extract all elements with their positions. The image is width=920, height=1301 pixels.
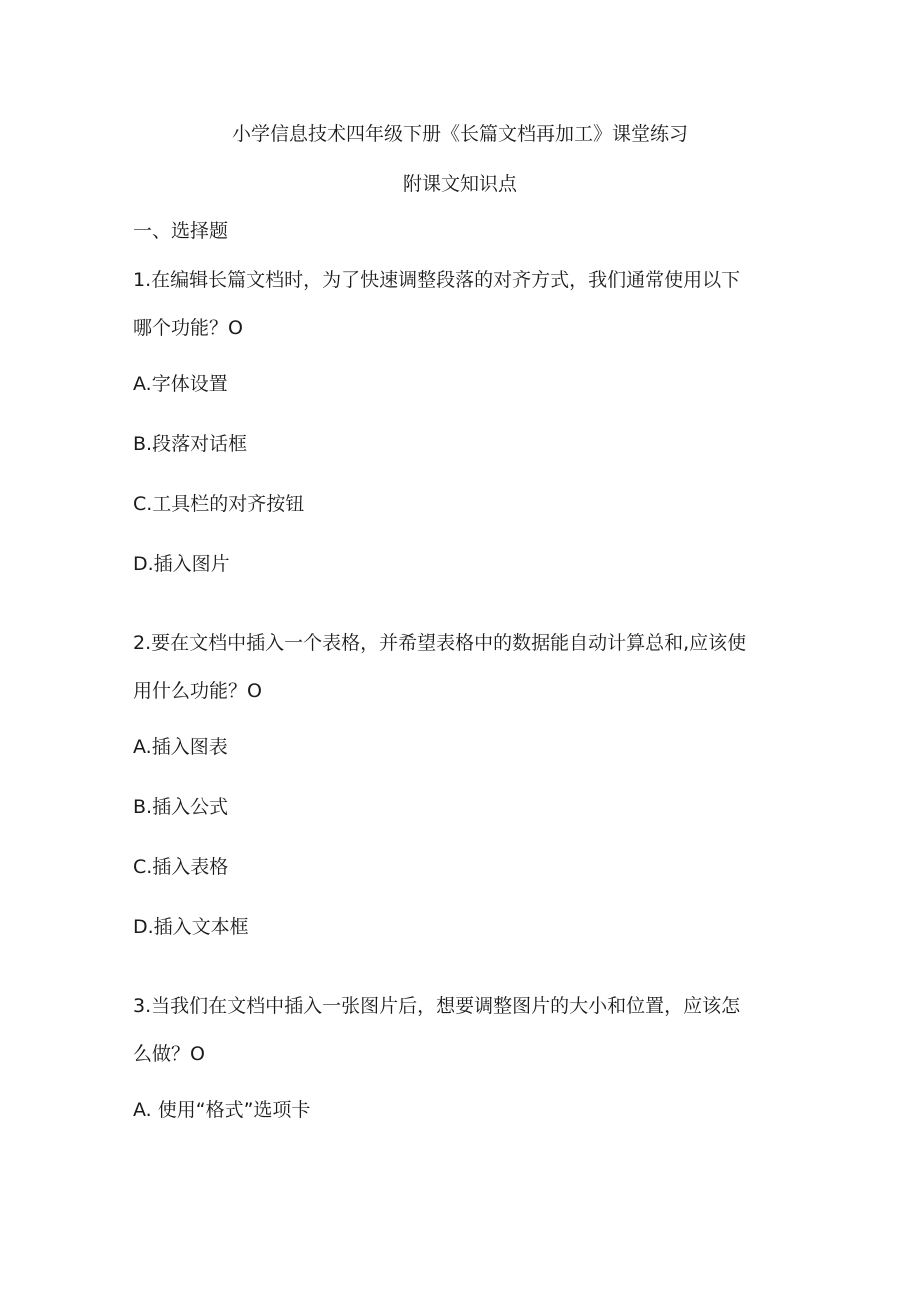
question-2-option-c: C.插入表格 (133, 856, 229, 878)
question-1-option-a: A.字体设置 (133, 373, 228, 395)
question-2-option-b: B.插入公式 (133, 796, 229, 818)
question-2-stem-line-1: 2.要在文档中插入一个表格，并希望表格中的数据能自动计算总和,应该使 (133, 632, 747, 654)
document-subtitle: 附课文知识点 (402, 173, 517, 195)
question-3-stem-line-2: 么做？O (133, 1043, 205, 1065)
section-heading: 一、选择题 (133, 220, 229, 242)
question-1-stem-line-2: 哪个功能？O (133, 317, 243, 339)
question-3-option-a: A. 使用“格式”选项卡 (133, 1099, 311, 1121)
question-2-option-a: A.插入图表 (133, 736, 228, 758)
question-2-stem-line-2: 用什么功能？O (133, 680, 262, 702)
question-1-option-c: C.工具栏的对齐按钮 (133, 493, 305, 515)
document-title: 小学信息技术四年级下册《长篇文档再加工》课堂练习 (231, 123, 688, 145)
question-1-option-d: D.插入图片 (133, 553, 230, 575)
question-1-option-b: B.段落对话框 (133, 433, 248, 455)
question-3-stem-line-1: 3.当我们在文档中插入一张图片后，想要调整图片的大小和位置，应该怎 (133, 995, 741, 1017)
question-2-option-d: D.插入文本框 (133, 916, 249, 938)
question-1-stem-line-1: 1.在编辑长篇文档时，为了快速调整段落的对齐方式，我们通常使用以下 (133, 269, 741, 291)
